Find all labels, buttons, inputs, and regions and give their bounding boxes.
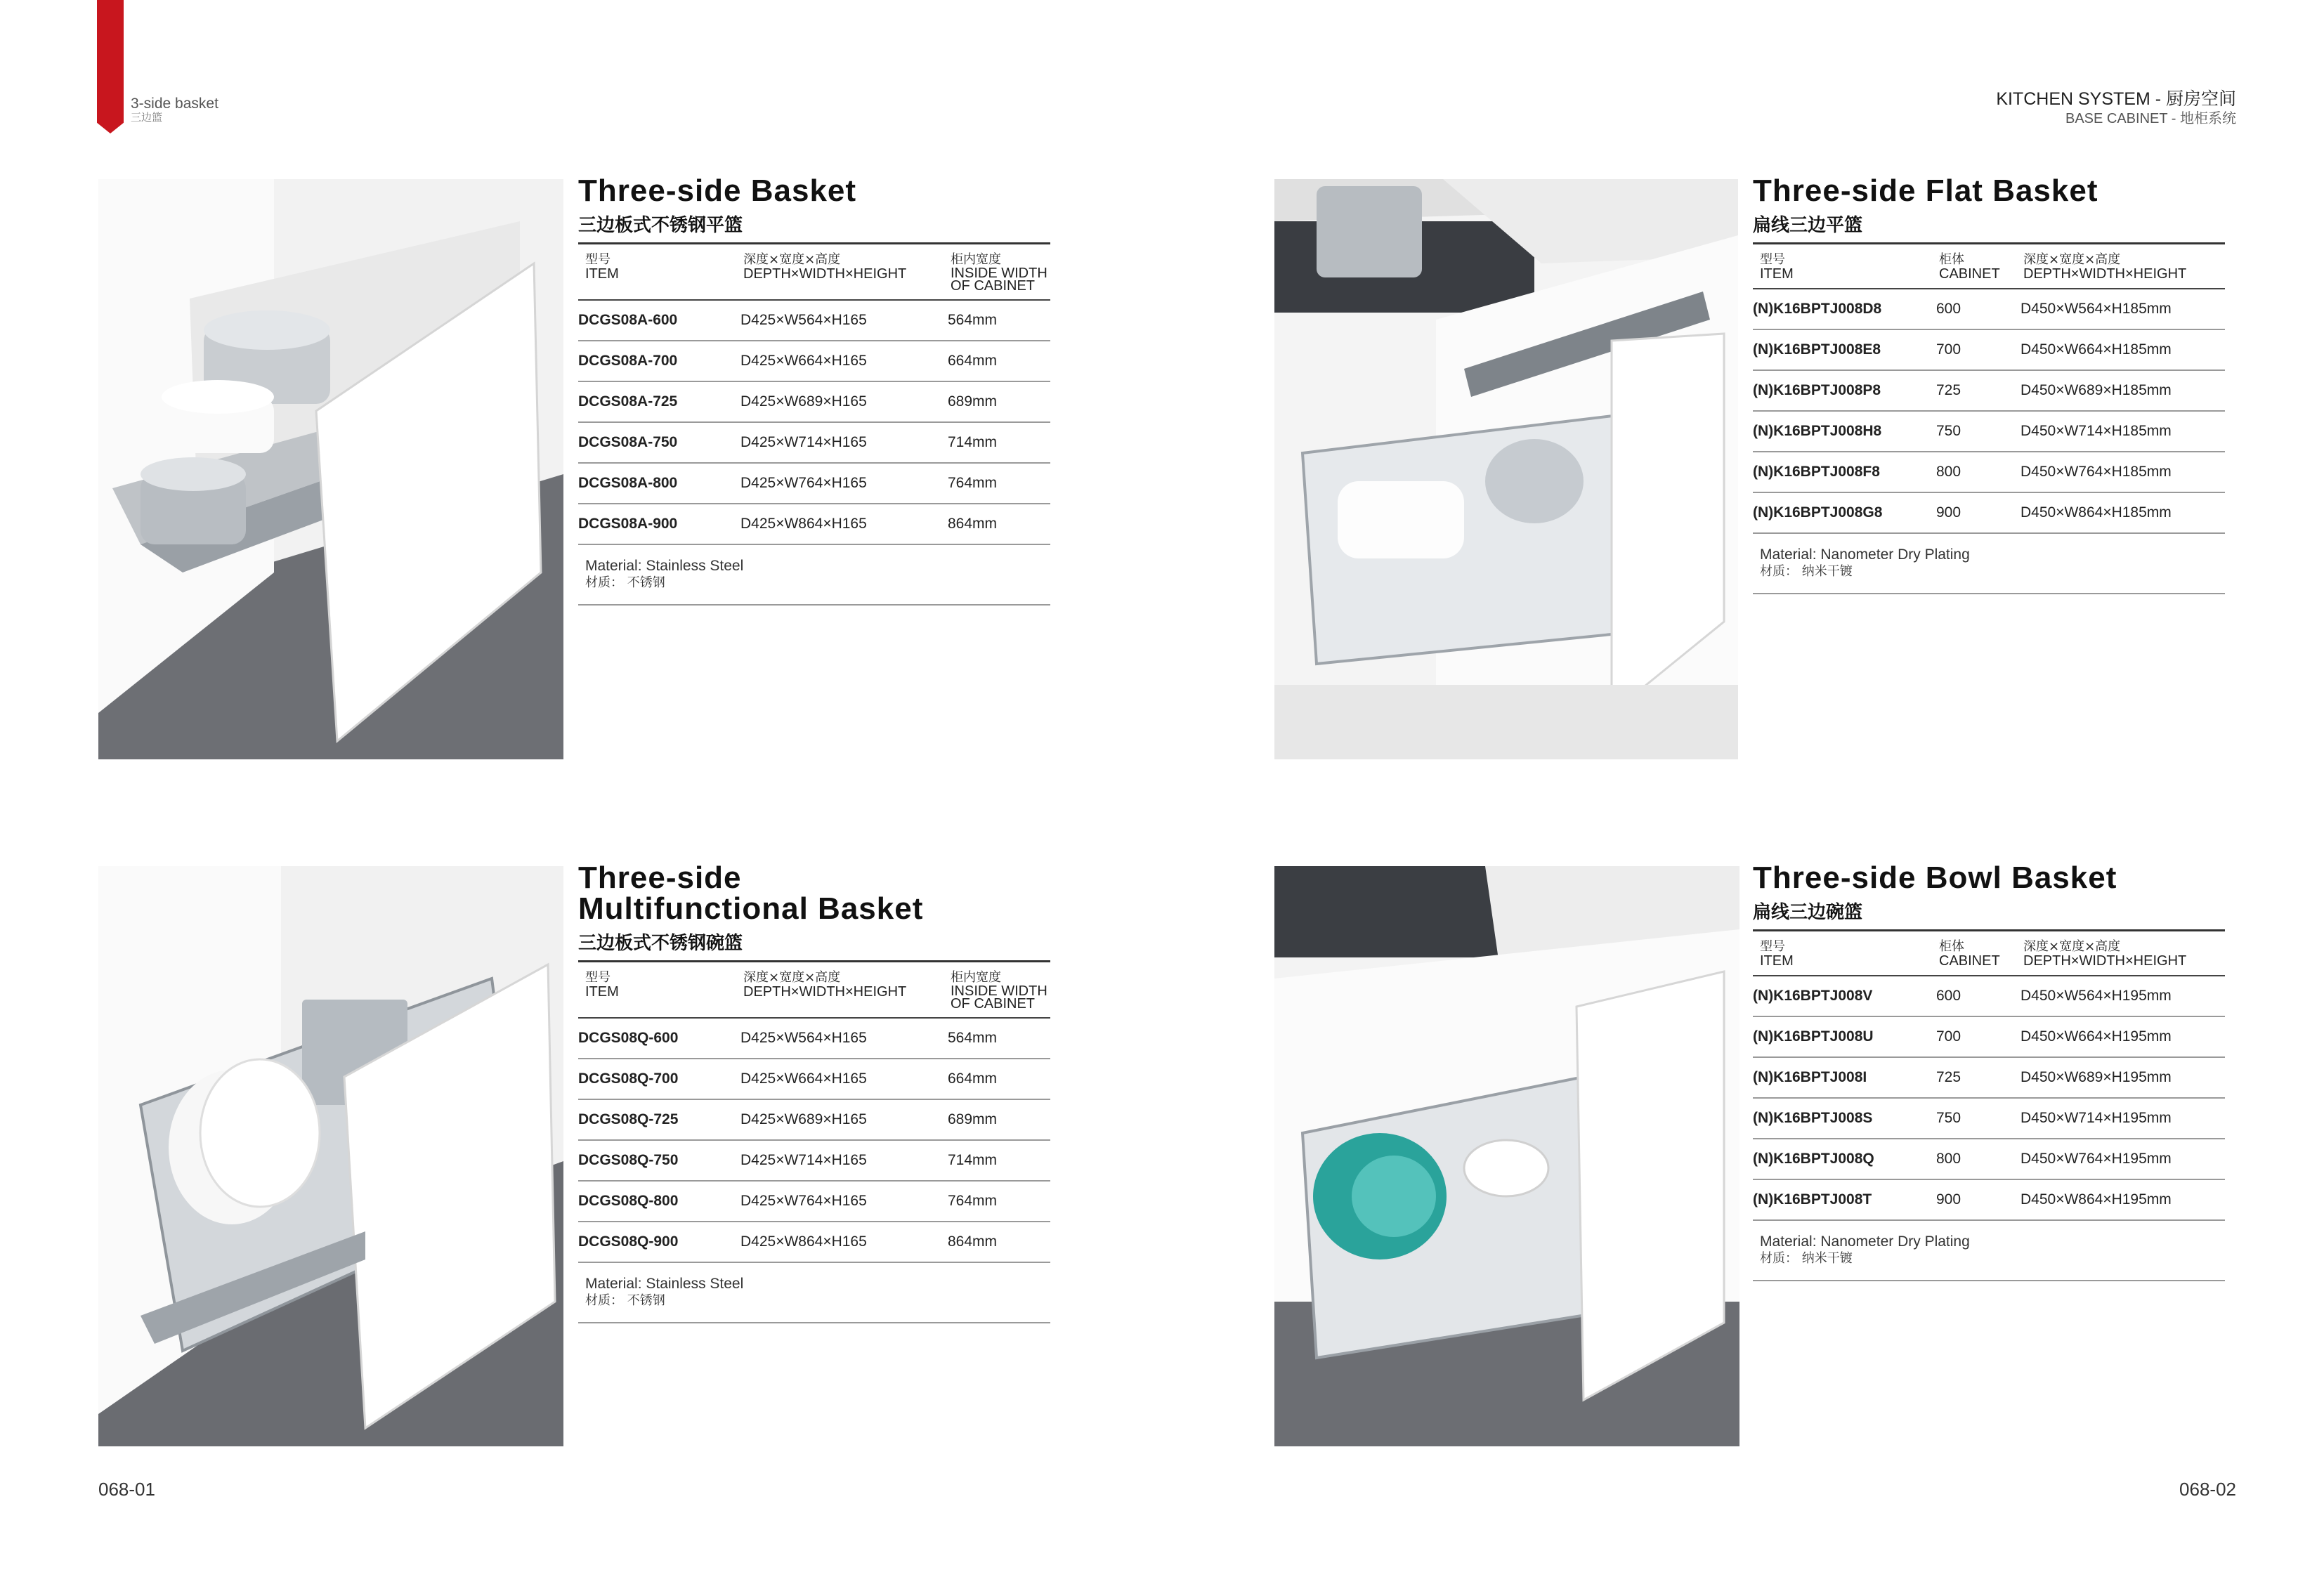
spec-table-header — [578, 962, 1050, 1019]
model-cell: (N)K16BPTJ008H8 — [1753, 411, 1932, 452]
table-row — [578, 463, 1050, 504]
dimension-cell: D450×W714×H185mm — [2016, 411, 2225, 452]
model-cell: DCGS08A-600 — [578, 300, 736, 341]
model-cell: DCGS08Q-750 — [578, 1140, 736, 1181]
dimension-cell: D450×W864×H195mm — [2016, 1179, 2225, 1220]
product-photo-three-side-multifunctional-basket — [98, 866, 563, 1446]
column-header-item: 型号 ITEM — [578, 962, 736, 1019]
dimension-cell: D450×W664×H195mm — [2016, 1016, 2225, 1057]
spec-table-header — [1753, 244, 2225, 289]
table-row — [1753, 370, 2225, 411]
dimension-cell: D425×W689×H165 — [736, 1099, 944, 1140]
material-note — [1753, 1221, 2225, 1281]
product-subtitle: 三边板式不锈钢碗篮 — [578, 933, 743, 954]
model-cell: (N)K16BPTJ008F8 — [1753, 452, 1932, 492]
table-row — [578, 1222, 1050, 1262]
dimension-cell: D425×W564×H165 — [736, 1018, 944, 1059]
spec-table-header — [578, 244, 1050, 301]
table-row — [578, 1059, 1050, 1099]
cabinet-cell: 800 — [1932, 452, 2016, 492]
column-header-dimensions: 深度×宽度×高度 DEPTH×WIDTH×HEIGHT — [2016, 244, 2225, 289]
product-photo-three-side-flat-basket — [1274, 179, 1738, 759]
dimension-cell: D425×W764×H165 — [736, 463, 944, 504]
cabinet-cell: 750 — [1932, 411, 2016, 452]
cabinet-cell: 750 — [1932, 1098, 2016, 1139]
section-label-en: 3-side basket — [131, 96, 218, 112]
dimension-cell: D425×W714×H165 — [736, 1140, 944, 1181]
table-row — [578, 300, 1050, 341]
page-number-left: 068-01 — [98, 1479, 155, 1500]
inside-width-cell: 664mm — [944, 341, 1050, 381]
product-block-three-side-basket — [578, 176, 1050, 606]
table-row — [1753, 452, 2225, 492]
model-cell: DCGS08Q-725 — [578, 1099, 736, 1140]
material-note — [578, 545, 1050, 606]
product-subtitle: 三边板式不锈钢平篮 — [578, 215, 743, 236]
table-row — [1753, 1179, 2225, 1220]
column-header-cabinet: 柜体 CABINET — [1932, 244, 2016, 289]
dimension-cell: D450×W689×H195mm — [2016, 1057, 2225, 1098]
table-row — [1753, 1098, 2225, 1139]
inside-width-cell: 689mm — [944, 1099, 1050, 1140]
spec-table — [1753, 242, 2225, 534]
dimension-cell: D450×W664×H185mm — [2016, 329, 2225, 370]
column-header-item: 型号 ITEM — [578, 244, 736, 301]
inside-width-cell: 864mm — [944, 1222, 1050, 1262]
product-subtitle: 扁线三边碗篮 — [1753, 902, 1863, 923]
column-header-dimensions: 深度×宽度×高度 DEPTH×WIDTH×HEIGHT — [736, 244, 944, 301]
dimension-cell: D425×W764×H165 — [736, 1181, 944, 1222]
dimension-cell: D450×W689×H185mm — [2016, 370, 2225, 411]
table-row — [578, 1018, 1050, 1059]
dimension-cell: D425×W564×H165 — [736, 300, 944, 341]
dimension-cell: D450×W764×H185mm — [2016, 452, 2225, 492]
table-row — [1753, 976, 2225, 1016]
cabinet-cell: 600 — [1932, 289, 2016, 329]
table-row — [1753, 1057, 2225, 1098]
inside-width-cell: 714mm — [944, 1140, 1050, 1181]
dimension-cell: D425×W864×H165 — [736, 504, 944, 544]
product-photo-three-side-bowl-basket — [1274, 866, 1739, 1446]
table-row — [578, 341, 1050, 381]
table-row — [1753, 1016, 2225, 1057]
model-cell: DCGS08A-700 — [578, 341, 736, 381]
section-label-cn: 三边篮 — [131, 111, 163, 124]
material-cn: 材质： 纳米干镀 — [1760, 564, 1853, 579]
model-cell: (N)K16BPTJ008D8 — [1753, 289, 1932, 329]
cabinet-cell: 700 — [1932, 1016, 2016, 1057]
material-en: Material: Nanometer Dry Plating — [1760, 547, 1970, 563]
material-en: Material: Nanometer Dry Plating — [1760, 1234, 1970, 1250]
product-title: Three-side Bowl Basket — [1753, 861, 2117, 895]
table-row — [1753, 289, 2225, 329]
page-number-right: 068-02 — [2179, 1479, 2236, 1500]
inside-width-cell: 764mm — [944, 1181, 1050, 1222]
product-block-three-side-bowl-basket — [1753, 863, 2225, 1281]
inside-width-cell: 764mm — [944, 463, 1050, 504]
dimension-cell: D425×W664×H165 — [736, 341, 944, 381]
dimension-cell: D450×W714×H195mm — [2016, 1098, 2225, 1139]
spec-table-header — [1753, 931, 2225, 976]
category-line: BASE CABINET - 地柜系统 — [2065, 111, 2236, 127]
inside-width-cell: 664mm — [944, 1059, 1050, 1099]
cabinet-cell: 600 — [1932, 976, 2016, 1016]
product-title: Three-side Basket — [578, 174, 857, 208]
model-cell: (N)K16BPTJ008I — [1753, 1057, 1932, 1098]
table-row — [578, 422, 1050, 463]
table-row — [1753, 1139, 2225, 1179]
dimension-cell: D425×W714×H165 — [736, 422, 944, 463]
column-header-inside-width: 柜内宽度 INSIDE WIDTH OF CABINET — [944, 244, 1050, 301]
model-cell: DCGS08Q-800 — [578, 1181, 736, 1222]
column-header-cabinet: 柜体 CABINET — [1932, 931, 2016, 976]
dimension-cell: D425×W864×H165 — [736, 1222, 944, 1262]
cabinet-cell: 900 — [1932, 1179, 2016, 1220]
model-cell: DCGS08Q-700 — [578, 1059, 736, 1099]
model-cell: (N)K16BPTJ008E8 — [1753, 329, 1932, 370]
table-row — [578, 381, 1050, 422]
material-note — [578, 1263, 1050, 1323]
product-photo-three-side-basket — [98, 179, 563, 759]
table-row — [1753, 329, 2225, 370]
model-cell: (N)K16BPTJ008S — [1753, 1098, 1932, 1139]
table-row — [578, 1099, 1050, 1140]
cabinet-cell: 725 — [1932, 1057, 2016, 1098]
model-cell: DCGS08Q-900 — [578, 1222, 736, 1262]
model-cell: DCGS08A-725 — [578, 381, 736, 422]
model-cell: (N)K16BPTJ008P8 — [1753, 370, 1932, 411]
column-header-inside-width: 柜内宽度 INSIDE WIDTH OF CABINET — [944, 962, 1050, 1019]
table-row — [578, 1181, 1050, 1222]
material-en: Material: Stainless Steel — [585, 558, 744, 574]
model-cell: DCGS08Q-600 — [578, 1018, 736, 1059]
table-row — [578, 1140, 1050, 1181]
cabinet-cell: 725 — [1932, 370, 2016, 411]
column-header-dimensions: 深度×宽度×高度 DEPTH×WIDTH×HEIGHT — [736, 962, 944, 1019]
model-cell: (N)K16BPTJ008V — [1753, 976, 1932, 1016]
product-title-line-1: Three-side — [578, 861, 742, 895]
product-title: Three-side Flat Basket — [1753, 174, 2098, 208]
model-cell: DCGS08A-900 — [578, 504, 736, 544]
inside-width-cell: 564mm — [944, 300, 1050, 341]
section-label — [131, 96, 218, 124]
system-line: KITCHEN SYSTEM - 厨房空间 — [1996, 89, 2236, 109]
section-tab-marker — [97, 0, 124, 133]
model-cell: (N)K16BPTJ008U — [1753, 1016, 1932, 1057]
product-block-three-side-flat-basket — [1753, 176, 2225, 594]
model-cell: (N)K16BPTJ008T — [1753, 1179, 1932, 1220]
model-cell: (N)K16BPTJ008Q — [1753, 1139, 1932, 1179]
inside-width-cell: 714mm — [944, 422, 1050, 463]
catalog-header — [1996, 89, 2236, 128]
material-cn: 材质： 纳米干镀 — [1760, 1251, 1853, 1266]
cabinet-cell: 800 — [1932, 1139, 2016, 1179]
dimension-cell: D450×W564×H195mm — [2016, 976, 2225, 1016]
table-row — [578, 504, 1050, 544]
spec-table — [578, 242, 1050, 545]
column-header-dimensions: 深度×宽度×高度 DEPTH×WIDTH×HEIGHT — [2016, 931, 2225, 976]
material-cn: 材质： 不锈钢 — [585, 575, 665, 590]
model-cell: (N)K16BPTJ008G8 — [1753, 492, 1932, 533]
inside-width-cell: 564mm — [944, 1018, 1050, 1059]
dimension-cell: D450×W864×H185mm — [2016, 492, 2225, 533]
column-header-item: 型号 ITEM — [1753, 931, 1932, 976]
product-block-three-side-multifunctional-basket — [578, 863, 1050, 1323]
product-subtitle: 扁线三边平篮 — [1753, 215, 1863, 236]
material-note — [1753, 534, 2225, 594]
spec-table — [1753, 929, 2225, 1221]
cabinet-cell: 700 — [1932, 329, 2016, 370]
dimension-cell: D450×W764×H195mm — [2016, 1139, 2225, 1179]
model-cell: DCGS08A-800 — [578, 463, 736, 504]
column-header-item: 型号 ITEM — [1753, 244, 1932, 289]
model-cell: DCGS08A-750 — [578, 422, 736, 463]
material-cn: 材质： 不锈钢 — [585, 1293, 665, 1308]
dimension-cell: D450×W564×H185mm — [2016, 289, 2225, 329]
dimension-cell: D425×W664×H165 — [736, 1059, 944, 1099]
table-row — [1753, 411, 2225, 452]
inside-width-cell: 864mm — [944, 504, 1050, 544]
inside-width-cell: 689mm — [944, 381, 1050, 422]
dimension-cell: D425×W689×H165 — [736, 381, 944, 422]
cabinet-cell: 900 — [1932, 492, 2016, 533]
spec-table — [578, 960, 1050, 1263]
material-en: Material: Stainless Steel — [585, 1276, 744, 1292]
table-row — [1753, 492, 2225, 533]
product-title-line-2: Multifunctional Basket — [578, 891, 924, 926]
